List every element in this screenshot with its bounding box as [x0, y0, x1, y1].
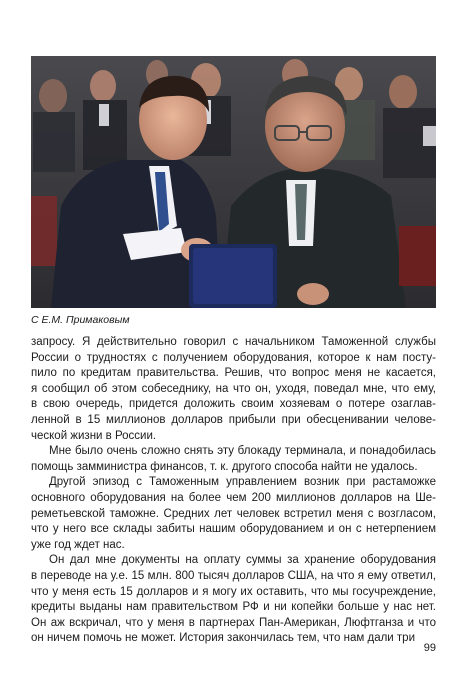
text-line: запросу. Я действительно говорил с начальником Таможенной службы [31, 336, 436, 348]
text-line: Мне было очень сложно снять эту блокаду терминала, и понадобилась [49, 445, 436, 458]
body-text [31, 335, 436, 647]
text-line: основного оборудования на более чем 200 миллионов долларов на Ше- [31, 491, 436, 504]
photograph [31, 56, 436, 308]
text-line: реметьевской таможне. Средних лет человек встретил меня с возгласом, [31, 507, 436, 520]
text-line: что у него все склады забиты нашим оборудованием и он с нетерпением [31, 523, 436, 536]
photo-caption: С Е.М. Примаковым [31, 314, 130, 326]
text-line: пило по кредитам правительства. Решив, что вопрос меня не касается, [31, 367, 436, 380]
text-line: помощь замминистра финансов, т. к. другого способа найти не удалось. [31, 460, 418, 473]
text-line: в свою очередь, придется доложить своим хозяевам о потере озаглав- [31, 398, 436, 411]
text-line: что у меня есть 15 долларов и я могу их оставить, что мы госучреждение, [31, 585, 436, 598]
page-number: 99 [423, 642, 436, 654]
text-line: ленной в 15 миллионов долларов прибыли при обесценивании челове- [31, 413, 436, 426]
text-line: я сообщил об этом собеседнику, на что он, уходя, поведал мне, что ему, [31, 382, 436, 395]
text-line: ческой жизни в России. [31, 429, 157, 442]
text-line: Он дал мне документы на оплату суммы за хранение оборудования [49, 554, 436, 567]
text-line: кредиты выданы нам правительством РФ и ни копейки больше у нас нет. [31, 601, 436, 614]
text-line: он ничем помочь не может. История закончилась тем, что нам дали три [31, 632, 416, 645]
text-line: России о трудностях с получением оборудования, которое к нам посту- [31, 351, 436, 364]
text-line: уже год ждет нас. [31, 538, 125, 551]
text-line: Он аж вскричал, что у меня в партнерах Пан-Американ, Люфтганза и что [31, 616, 436, 629]
text-line: Другой эпизод с Таможенным управлением возник при растаможке [49, 476, 436, 489]
text-line: в переводе на у.е. 15 млн. 800 тысяч долларов США, на что я ему ответил, [31, 569, 436, 582]
photo-of-two-men-examining-box-icon [31, 56, 436, 308]
